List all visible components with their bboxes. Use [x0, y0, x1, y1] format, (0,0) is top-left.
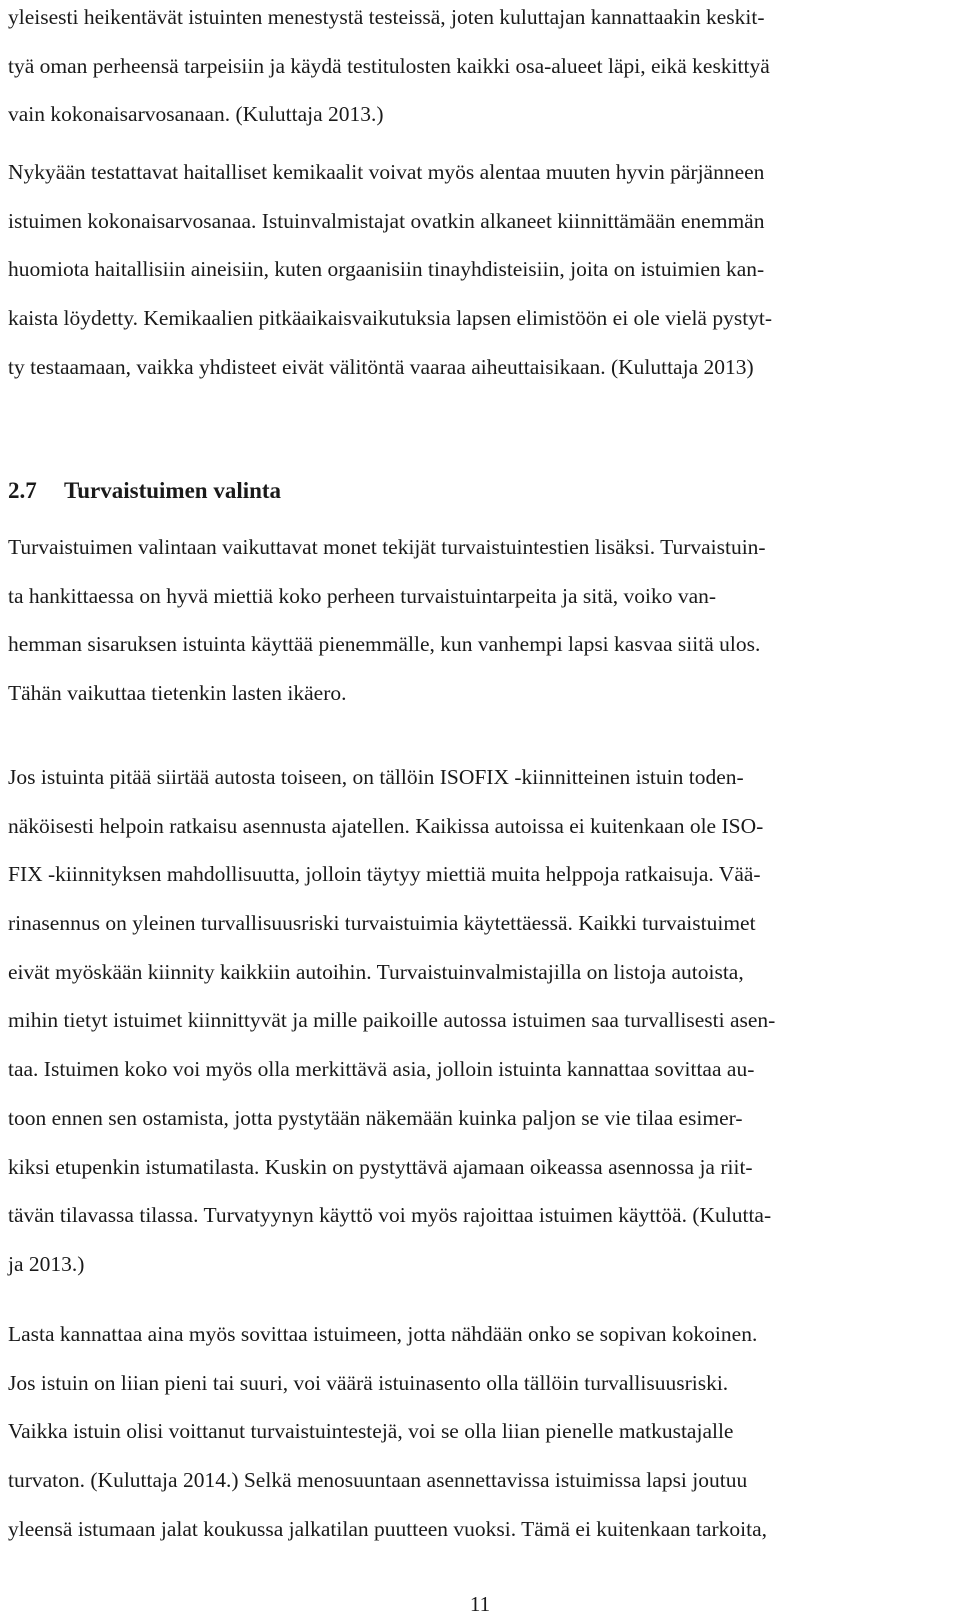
text-line: Tähän vaikuttaa tietenkin lasten ikäero. — [8, 681, 347, 706]
text-line: hemman sisaruksen istuinta käyttää pienemmälle, kun vanhempi lapsi kasvaa siitä ulos. — [8, 632, 761, 657]
text-line: FIX -kiinnityksen mahdollisuutta, jolloin täytyy miettiä muita helppoja ratkaisuja. Vää- — [8, 862, 761, 887]
page-number: 11 — [469, 1592, 491, 1616]
paragraph-seat-selection — [8, 523, 948, 718]
paragraph-isofix — [8, 753, 948, 1289]
text-line: tävän tilavassa tilassa. Turvatyynyn käyttö voi myös rajoittaa istuimen käyttöä. (Kulutta- — [8, 1203, 772, 1228]
text-line: näköisesti helpoin ratkaisu asennusta ajatellen. Kaikissa autoissa ei kuitenkaan ole ISO- — [8, 813, 764, 838]
section-heading — [8, 467, 281, 515]
text-line: Vaikka istuin olisi voittanut turvaistuintestejä, voi se olla liian pienelle matkustajalle — [8, 1419, 734, 1444]
text-line: Nykyään testattavat haitalliset kemikaalit voivat myös alentaa muuten hyvin pärjänneen — [8, 160, 765, 184]
text-line: istuimen kokonaisarvosanaa. Istuinvalmistajat ovatkin alkaneet kiinnittämään enemmän — [8, 208, 765, 233]
text-line: mihin tietyt istuimet kiinnittyvät ja mille paikoille autossa istuimen saa turvallisesti asen- — [8, 1008, 776, 1033]
text-line: Lasta kannattaa aina myös sovittaa istuimeen, jotta nähdään onko se sopivan kokoinen. — [8, 1322, 758, 1346]
section-number: 2.7 — [8, 478, 37, 503]
paragraph-chemicals-intro — [8, 0, 948, 139]
text-line: yleisesti heikentävät istuinten menestystä testeissä, joten kuluttajan kannattaakin keskit- — [8, 5, 765, 29]
text-line: toon ennen sen ostamista, jotta pystytään näkemään kuinka paljon se vie tilaa esimer- — [8, 1105, 743, 1130]
paragraph-fitting-child — [8, 1310, 948, 1553]
paragraph-harmful-chemicals — [8, 148, 948, 391]
text-line: kaista löydetty. Kemikaalien pitkäaikaisvaikutuksia lapsen elimistöön ei ole vielä pystyt- — [8, 306, 773, 331]
text-line: ta hankittaessa on hyvä miettiä koko perheen turvaistuintarpeita ja sitä, voiko van- — [8, 583, 717, 608]
text-line: vain kokonaisarvosanaan. (Kuluttaja 2013.) — [8, 102, 384, 127]
text-line: ty testaamaan, vaikka yhdisteet eivät välitöntä vaaraa aiheuttaisikaan. (Kuluttaja 2013) — [8, 354, 754, 379]
text-line: turvaton. (Kuluttaja 2014.) Selkä menosuuntaan asennettavissa istuimissa lapsi joutuu — [8, 1468, 748, 1493]
text-line: Jos istuin on liian pieni tai suuri, voi väärä istuinasento olla tällöin turvallisuusriski. — [8, 1370, 729, 1395]
text-line: tyä oman perheensä tarpeisiin ja käydä testitulosten kaikki osa-alueet läpi, eikä keskittyä — [8, 53, 770, 78]
text-line: kiksi etupenkin istumatilasta. Kuskin on pystyttävä ajamaan oikeassa asennossa ja riit- — [8, 1154, 753, 1179]
text-line: huomiota haitallisiin aineisiin, kuten orgaanisiin tinayhdisteisiin, joita on istuimien kan- — [8, 257, 765, 282]
text-line: yleensä istumaan jalat koukussa jalkatilan puutteen vuoksi. Tämä ei kuitenkaan tarkoita, — [8, 1516, 768, 1541]
text-line: Jos istuinta pitää siirtää autosta toiseen, on tällöin ISOFIX -kiinnitteinen istuin toden- — [8, 765, 744, 789]
text-line: eivät myöskään kiinnity kaikkiin autoihin. Turvaistuinvalmistajilla on listoja autoista, — [8, 959, 744, 984]
text-line: rinasennus on yleinen turvallisuusriski turvaistuimia käytettäessä. Kaikki turvaistuimet — [8, 911, 756, 936]
text-line: ja 2013.) — [8, 1251, 85, 1276]
section-title: Turvaistuimen valinta — [64, 478, 282, 503]
text-line: taa. Istuimen koko voi myös olla merkittävä asia, jolloin istuinta kannattaa sovittaa au- — [8, 1057, 755, 1082]
text-line: Turvaistuimen valintaan vaikuttavat monet tekijät turvaistuintestien lisäksi. Turvaistuin- — [8, 535, 766, 559]
